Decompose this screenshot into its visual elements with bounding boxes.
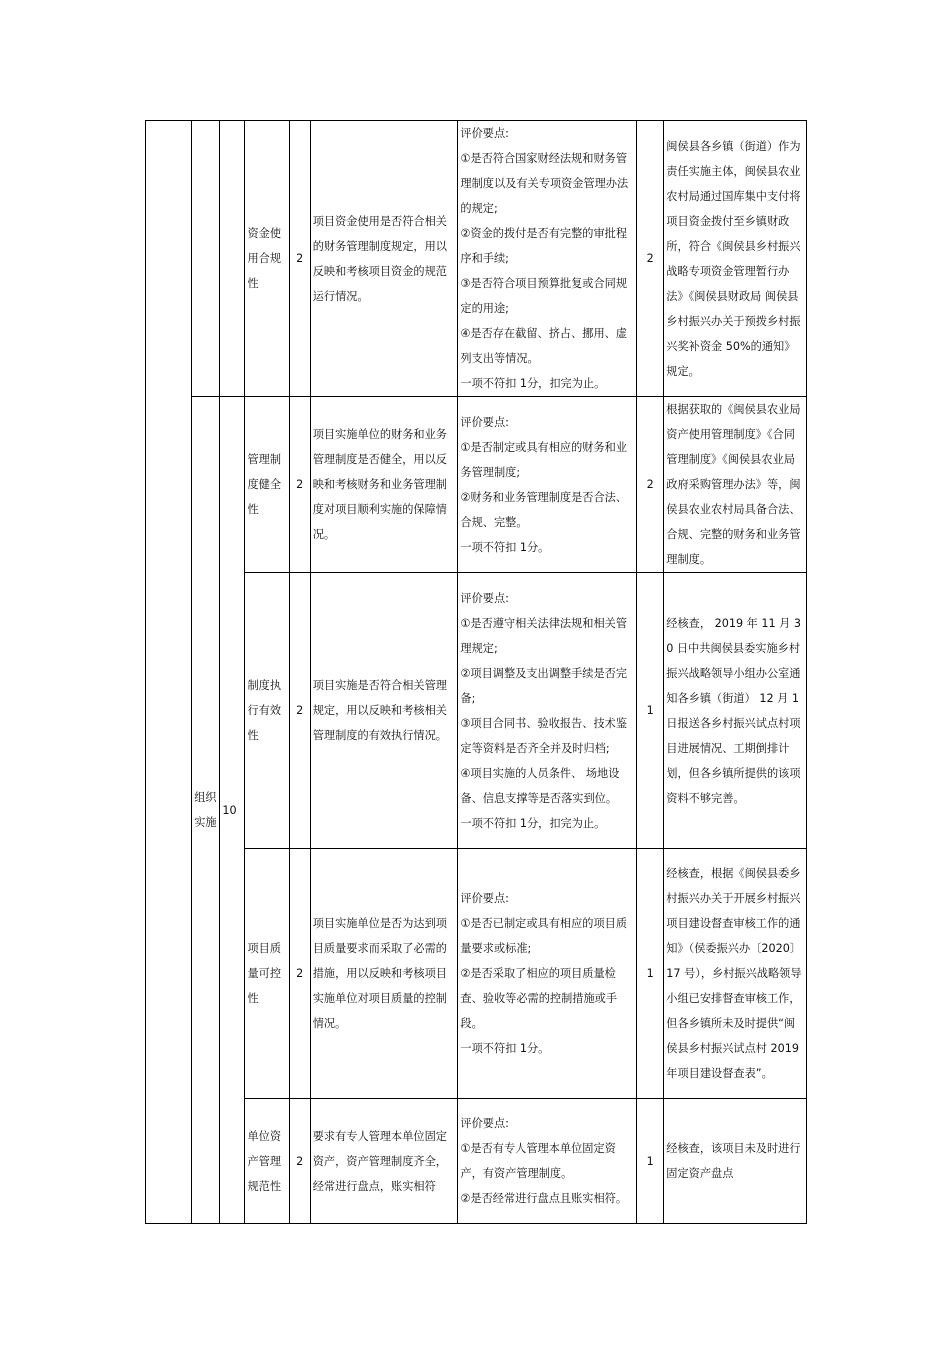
level2-indicator-score: 10	[220, 397, 245, 1224]
evaluation-criteria	[458, 1099, 637, 1224]
evaluation-table	[145, 120, 807, 1224]
indicator-explanation: 项目实施单位是否为达到项目质量要求而采取了必需的措施，用以反映和考核项目实施单位对项目质量的控制情况。	[310, 849, 458, 1099]
criteria-line: 一项不符扣 1分，扣完为止。	[460, 816, 606, 830]
indicator-explanation: 项目实施单位的财务和业务管理制度是否健全，用以反映和考核财务和业务管理制度对项目顺利实施的保障情况。	[310, 397, 458, 573]
criteria-line: 一项不符扣 1分，扣完为止。	[460, 377, 606, 390]
criteria-line: ③项目合同书、验收报告、技术鉴定等资料是否齐全并及时归档;	[460, 716, 628, 755]
indicator-name: 项目质量可控性	[245, 849, 289, 1099]
indicator-remark: 经核查，该项目未及时进行固定资产盘点	[664, 1099, 807, 1224]
criteria-line: ③是否符合项目预算批复或合同规定的用途;	[460, 277, 628, 315]
criteria-line: 评价要点:	[460, 127, 509, 140]
criteria-line: 评价要点:	[460, 892, 509, 905]
table-row	[146, 573, 807, 849]
indicator-weight: 2	[289, 121, 310, 397]
table-row	[146, 1099, 807, 1224]
indicator-score: 1	[637, 1099, 664, 1224]
criteria-line: ④是否存在截留、挤占、挪用、虚列支出等情况。	[460, 327, 628, 365]
evaluation-criteria	[458, 849, 637, 1099]
indicator-score: 1	[637, 849, 664, 1099]
criteria-line: ②是否采取了相应的项目质量检查、验收等必需的控制措施或手段。	[460, 967, 618, 1030]
indicator-weight: 2	[289, 1099, 310, 1224]
indicator-remark: 经核查，根据《闽侯县委乡村振兴办关于开展乡村振兴项目建设督查审核工作的通知》（侯委振兴办〔2020〕17 号），乡村振兴战略领导小组已安排督查审核工作，但各乡镇所未及时提供“闽侯县乡村振兴试点村 2019 年项目建设督查表”。	[664, 849, 807, 1099]
indicator-explanation: 项目资金使用是否符合相关的财务管理制度规定，用以反映和考核项目资金的规范运行情况。	[310, 121, 458, 397]
criteria-line: ①是否符合国家财经法规和财务管理制度以及有关专项资金管理办法的规定;	[460, 152, 629, 215]
criteria-line: 评价要点:	[460, 591, 509, 605]
indicator-remark: 闽侯县各乡镇（街道）作为责任实施主体，闽侯县农业农村局通过国库集中支付将项目资金拨付至乡镇财政所，符合《闽侯县乡村振兴战略专项资金管理暂行办法》《闽侯县财政局 闽侯县乡村振兴办关于预拨乡村振兴奖补资金 50%的通知》规定。	[664, 121, 807, 397]
level1-indicator-cell	[146, 121, 192, 1224]
indicator-weight: 2	[289, 849, 310, 1099]
indicator-name: 制度执行有效性	[245, 573, 289, 849]
level2-score-cell-empty	[220, 121, 245, 397]
evaluation-criteria	[458, 121, 637, 397]
table-row	[146, 849, 807, 1099]
evaluation-criteria	[458, 573, 637, 849]
criteria-line: ①是否制定或具有相应的财务和业务管理制度;	[460, 440, 628, 479]
criteria-line: ②财务和业务管理制度是否合法、合规、完整。	[460, 490, 628, 529]
indicator-name: 资金使用合规性	[245, 121, 289, 397]
criteria-line: ①是否已制定或具有相应的项目质量要求或标准;	[460, 917, 628, 955]
criteria-line: ④项目实施的人员条件、 场地设备、信息支撑等是否落实到位。	[460, 766, 620, 805]
criteria-line: 评价要点:	[460, 1117, 509, 1130]
indicator-explanation: 要求有专人管理本单位固定资产，资产管理制度齐全，经常进行盘点，账实相符	[310, 1099, 458, 1224]
criteria-line: ②是否经常进行盘点且账实相符。	[460, 1192, 628, 1205]
table-row	[146, 397, 807, 573]
indicator-score: 1	[637, 573, 664, 849]
indicator-weight: 2	[289, 397, 310, 573]
indicator-score: 2	[637, 121, 664, 397]
indicator-name: 单位资产管理规范性	[245, 1099, 289, 1224]
criteria-line: ①是否遵守相关法律法规和相关管理规定;	[460, 616, 628, 655]
criteria-line: 一项不符扣 1分。	[460, 540, 550, 554]
criteria-line: 一项不符扣 1分。	[460, 1042, 550, 1055]
indicator-weight: 2	[289, 573, 310, 849]
indicator-name: 管理制度健全性	[245, 397, 289, 573]
table-row	[146, 121, 807, 397]
indicator-explanation: 项目实施是否符合相关管理规定，用以反映和考核相关管理制度的有效执行情况。	[310, 573, 458, 849]
indicator-score: 2	[637, 397, 664, 573]
evaluation-criteria	[458, 397, 637, 573]
criteria-line: ②项目调整及支出调整手续是否完备;	[460, 666, 628, 705]
criteria-line: ②资金的拨付是否有完整的审批程序和手续;	[460, 227, 628, 265]
indicator-remark: 经核查， 2019 年 11 月 30 日中共闽侯县委实施乡村振兴战略领导小组办公室通知各乡镇（街道） 12 月 1 日报送各乡村振兴试点村项目进展情况、工期倒排计划，但各乡镇所提供的该项资料不够完善。	[664, 573, 807, 849]
criteria-line: ①是否有专人管理本单位固定资产，有资产管理制度。	[460, 1142, 616, 1180]
indicator-remark: 根据获取的《闽侯县农业局资产使用管理制度》《合同管理制度》《闽侯县农业局政府采购管理办法》等，闽侯县农业农村局具备合法、合规、完整的财务和业务管理制度。	[664, 397, 807, 573]
level2-indicator-name: 组织实施	[192, 397, 220, 1224]
level2-indicator-cell-empty	[192, 121, 220, 397]
criteria-line: 评价要点:	[460, 415, 509, 429]
